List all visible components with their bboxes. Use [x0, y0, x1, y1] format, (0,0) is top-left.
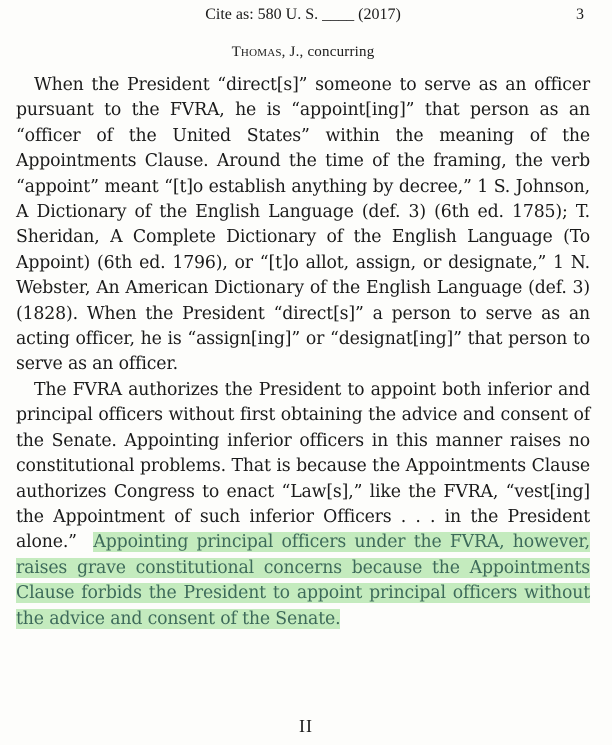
opinion-role: concurring — [303, 44, 375, 60]
opinion-body — [16, 73, 590, 632]
highlighted-passage: Appointing principal officers under the FVRA, however, raises grave constitutional concerns because the Appointments Clause forbids the President to appoint principal officers without the advice and consent of the Senate. — [16, 532, 590, 629]
page-header — [16, 4, 590, 28]
running-head — [16, 44, 590, 61]
paragraph-1: When the President “direct[s]” someone to serve as an officer pursuant to the FVRA, he is “appoint[ing]” that person as an “officer of the United States” within the meaning of the Appointments Clause. Around the time of the framing, the verb “appoint” meant “[t]o establish anything by decree,” 1 S. Johnson, A Dictionary of the English Language (def. 3) (6th ed. 1785); T. Sheridan, A Complete Dictionary of the English Language (To Appoint) (6th ed. 1796), or “[t]o allot, assign, or designate,” 1 N. Webster, An American Dictionary of the English Language (def. 3) (1828). When the President “direct[s]” a person to serve as an acting officer, he is “assign[ing]” or “designat[ing]” that person to serve as an officer. — [16, 75, 590, 375]
paragraph-2 — [16, 378, 590, 632]
page-number: 3 — [576, 6, 584, 23]
paragraph-2-text: The FVRA authorizes the President to appoint both inferior and principal officers without first obtaining the advice and consent of the Senate. Appointing inferior officers in this manner raises no constitutional problems. That is because the Appointments Clause authorizes Congress to enact “Law[s],” like the FVRA, “vest[ing] the Appointment of such inferior Officers . . . in the President alone.” — [16, 379, 590, 553]
author-name: Thomas, J., — [231, 44, 304, 60]
citation: Cite as: 580 U. S. ____ (2017) — [205, 6, 401, 23]
section-heading: II — [299, 716, 313, 736]
